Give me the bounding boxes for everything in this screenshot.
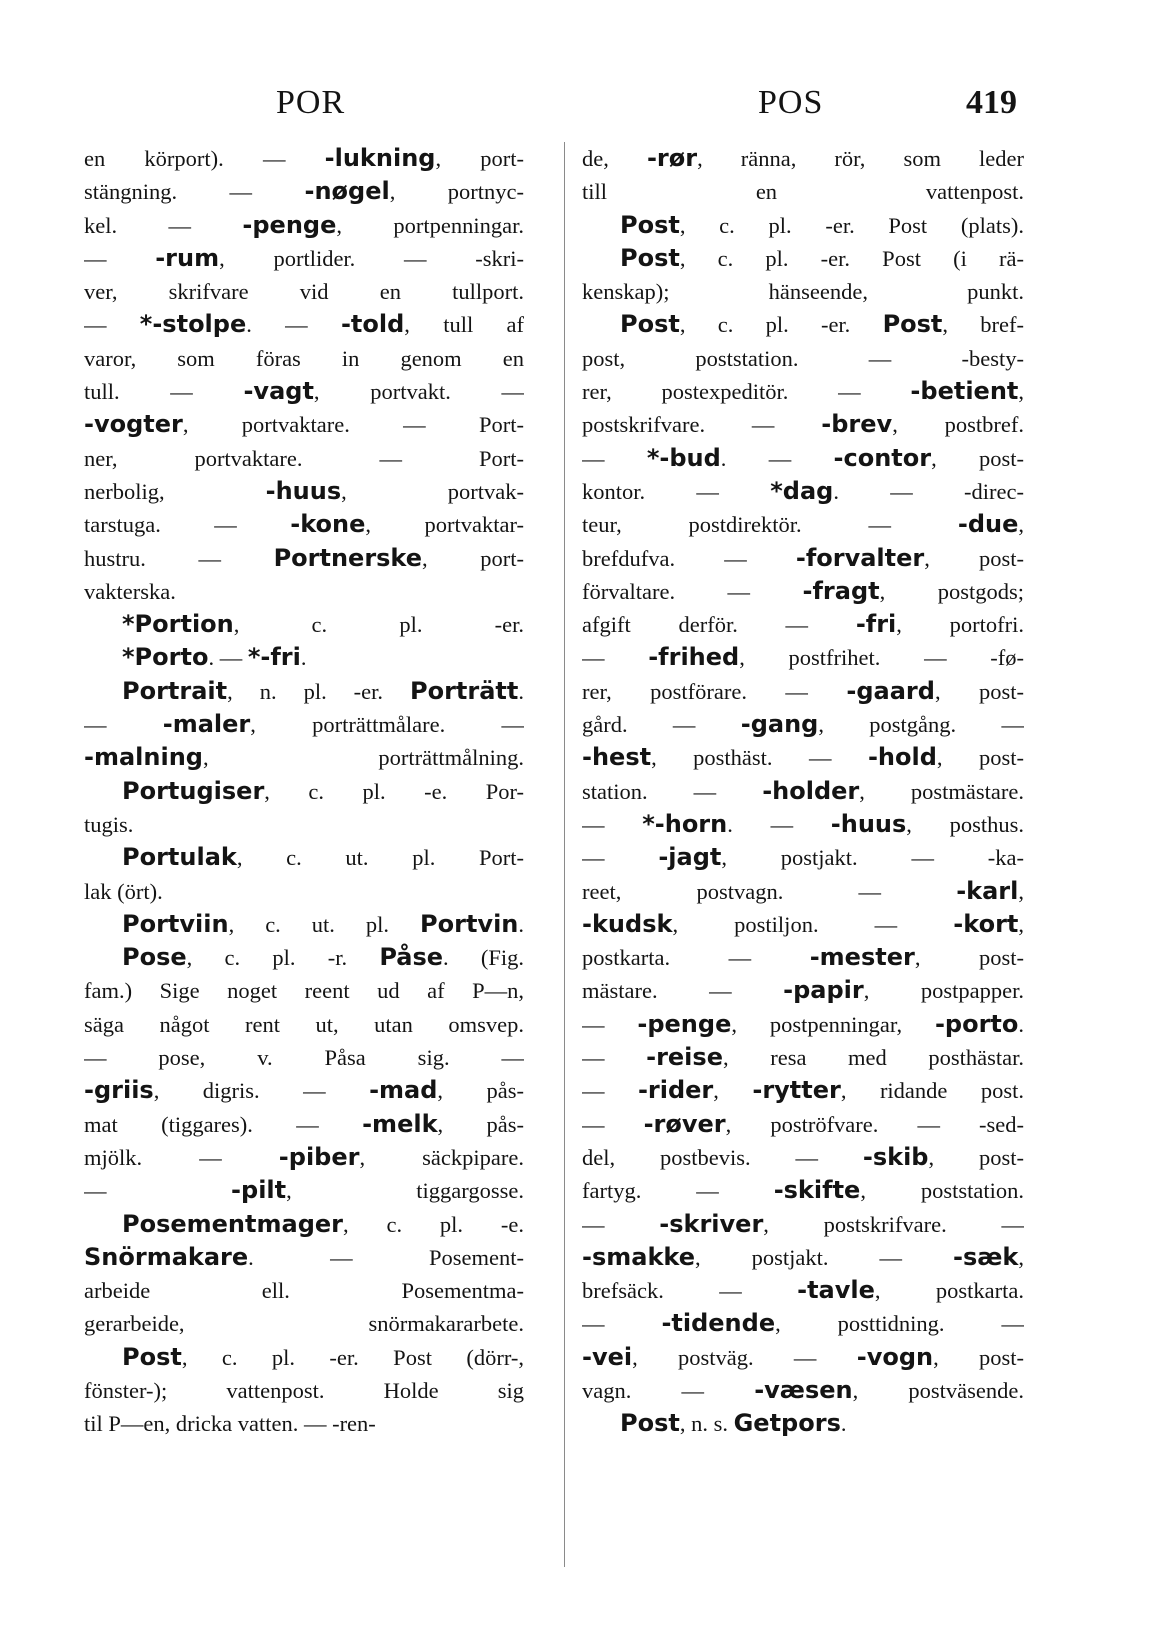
dictionary-line: Post, c. pl. -er. Post (dörr-, — [122, 1342, 524, 1371]
dictionary-line: — -maler, porträttmålare. — — [84, 710, 524, 739]
dictionary-line: -vei, postväg. — -vogn, post- — [582, 1342, 1024, 1371]
left-column — [84, 142, 524, 1441]
dictionary-line: nerbolig, -huus, portvak- — [84, 476, 524, 505]
dictionary-line: mästare. — -papir, postpapper. — [582, 976, 1024, 1005]
dictionary-line: — -rider, -rytter, ridande post. — [582, 1076, 1024, 1105]
dictionary-line: lak (ört). — [84, 878, 163, 904]
dictionary-line: stängning. — -nøgel, portnyc- — [84, 177, 524, 206]
dictionary-line: gerarbeide, snörmakararbete. — [84, 1311, 524, 1337]
dictionary-line: — -penge, postpenningar, -porto. — [582, 1009, 1024, 1038]
dictionary-line: vagn. — -væsen, postväsende. — [582, 1375, 1024, 1404]
dictionary-line: ner, portvaktare. — Port- — [84, 445, 524, 471]
dictionary-line: Portugiser, c. pl. -e. Por- — [122, 776, 524, 805]
dictionary-line: fam.) Sige noget reent ud af P—n, — [84, 978, 524, 1004]
dictionary-line: förvaltare. — -fragt, postgods; — [582, 576, 1024, 605]
dictionary-line: Posementmager, c. pl. -e. — [122, 1209, 524, 1238]
dictionary-line: — -røver, poströfvare. — -sed- — [582, 1109, 1024, 1138]
dictionary-line: postskrifvare. — -brev, postbref. — [582, 410, 1024, 439]
dictionary-line: -griis, digris. — -mad, pås- — [84, 1076, 524, 1105]
dictionary-line: de, -rør, ränna, rör, som leder — [582, 144, 1024, 172]
dictionary-line: afgift derför. — -fri, portofri. — [582, 610, 1024, 639]
dictionary-line: postkarta. — -mester, post- — [582, 943, 1024, 972]
dictionary-line: del, postbevis. — -skib, post- — [582, 1142, 1024, 1171]
dictionary-line: teur, postdirektör. — -due, — [582, 510, 1024, 539]
dictionary-line: -kudsk, postiljon. — -kort, — [582, 909, 1024, 938]
dictionary-line: kenskap); hänseende, punkt. — [582, 279, 1024, 305]
dictionary-line: -vogter, portvaktare. — Port- — [84, 410, 524, 439]
dictionary-line: — -jagt, postjakt. — -ka- — [582, 843, 1024, 872]
dictionary-line: fartyg. — -skifte, poststation. — [582, 1176, 1024, 1205]
dictionary-line: — -tidende, posttidning. — — [582, 1309, 1024, 1338]
dictionary-line: Post, c. pl. -er. Post (plats). — [620, 210, 1024, 239]
dictionary-line: — pose, v. Påsa sig. — — [84, 1045, 524, 1071]
dictionary-line: reet, postvagn. — -karl, — [582, 876, 1024, 905]
dictionary-line: ver, skrifvare vid en tullport. — [84, 279, 524, 305]
dictionary-line: -smakke, postjakt. — -sæk, — [582, 1242, 1024, 1271]
dictionary-line: tugis. — [84, 811, 134, 837]
dictionary-line: rer, postförare. — -gaard, post- — [582, 676, 1024, 705]
dictionary-line: gård. — -gang, postgång. — — [582, 710, 1024, 739]
dictionary-line: Portrait, n. pl. -er. Porträtt. — [122, 676, 524, 705]
dictionary-line: hustru. — Portnerske, port- — [84, 543, 524, 572]
dictionary-line: Portviin, c. ut. pl. Portvin. — [122, 909, 524, 938]
dictionary-line: säga något rent ut, utan omsvep. — [84, 1011, 524, 1037]
dictionary-line: kel. — -penge, portpenningar. — [84, 210, 524, 239]
dictionary-line: station. — -holder, postmästare. — [582, 776, 1024, 805]
dictionary-line: -malning, porträttmålning. — [84, 743, 524, 772]
dictionary-line: en körport). — -lukning, port- — [84, 144, 524, 172]
dictionary-line: — -rum, portlider. — -skri- — [84, 243, 524, 272]
dictionary-line: til P—en, dricka vatten. — -ren- — [84, 1411, 376, 1437]
dictionary-line: mat (tiggares). — -melk, pås- — [84, 1109, 524, 1138]
page-number: 419 — [966, 84, 1017, 121]
dictionary-line: mjölk. — -piber, säckpipare. — [84, 1142, 524, 1171]
dictionary-line: — *-bud. — -contor, post- — [582, 443, 1024, 472]
dictionary-line: brefdufva. — -forvalter, post- — [582, 543, 1024, 572]
running-header — [0, 84, 1152, 144]
dictionary-line: *Porto. — *-fri. — [122, 643, 307, 672]
dictionary-line: Post, n. s. Getpors. — [620, 1409, 847, 1438]
dictionary-line: tarstuga. — -kone, portvaktar- — [84, 510, 524, 539]
dictionary-line: Pose, c. pl. -r. Påse. (Fig. — [122, 943, 524, 972]
column-divider — [564, 142, 565, 1567]
dictionary-line: post, poststation. — -besty- — [582, 345, 1024, 371]
dictionary-line: varor, som föras in genom en — [84, 345, 524, 371]
dictionary-line: arbeide ell. Posementma- — [84, 1278, 524, 1304]
dictionary-line: Snörmakare. — Posement- — [84, 1242, 524, 1271]
dictionary-line: brefsäck. — -tavle, postkarta. — [582, 1276, 1024, 1305]
dictionary-line: vakterska. — [84, 578, 176, 604]
dictionary-line: — *-stolpe. — -told, tull af — [84, 310, 524, 339]
dictionary-line: — -skriver, postskrifvare. — — [582, 1209, 1024, 1238]
dictionary-line: Post, c. pl. -er. Post, bref- — [620, 310, 1024, 339]
dictionary-line: -hest, posthäst. — -hold, post- — [582, 743, 1024, 772]
right-column — [582, 142, 1024, 1441]
dictionary-line: — *-horn. — -huus, posthus. — [582, 809, 1024, 838]
dictionary-line: Portulak, c. ut. pl. Port- — [122, 843, 524, 872]
dictionary-line: — -pilt, tiggargosse. — [84, 1176, 524, 1205]
dictionary-line: — -reise, resa med posthästar. — [582, 1043, 1024, 1072]
dictionary-line: kontor. — *dag. — -direc- — [582, 476, 1024, 505]
dictionary-line: rer, postexpeditör. — -betient, — [582, 377, 1024, 406]
left-guide-word: POR — [276, 84, 346, 121]
dictionary-line: tull. — -vagt, portvakt. — — [84, 377, 524, 406]
dictionary-line: *Portion, c. pl. -er. — [122, 610, 524, 639]
dictionary-line: fönster-); vattenpost. Holde sig — [84, 1377, 524, 1403]
right-guide-word: POS — [758, 84, 824, 121]
dictionary-line: Post, c. pl. -er. Post (i rä- — [620, 243, 1024, 272]
dictionary-line: — -frihed, postfrihet. — -fø- — [582, 643, 1024, 672]
dictionary-line: till en vattenpost. — [582, 179, 1024, 205]
